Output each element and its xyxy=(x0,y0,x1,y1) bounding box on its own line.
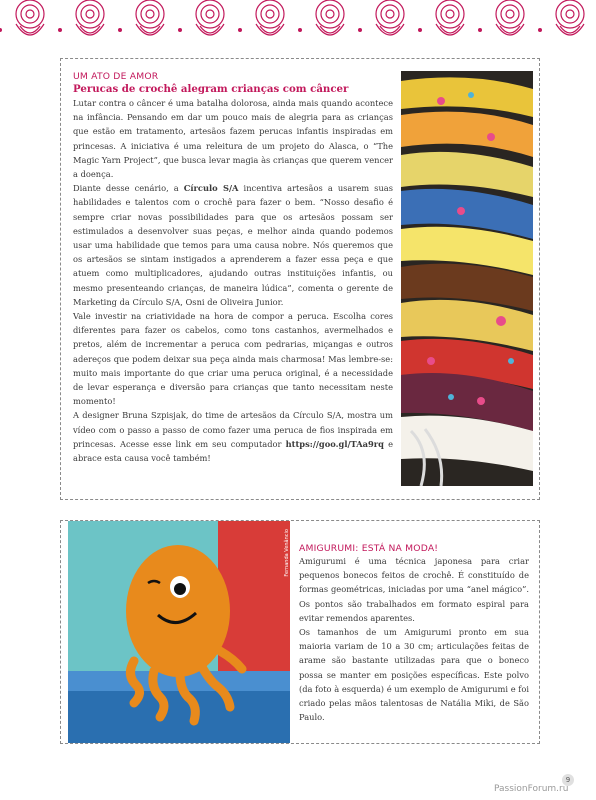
article-wig-box xyxy=(60,58,540,500)
article-wig-kicker: UM ATO DE AMOR xyxy=(73,71,159,82)
article-wig-paragraph-4: A designer Bruna Szpisjak, do time de artesãos da Círculo S/A, mostra um vídeo com o passo a passo de como fazer uma peruca de fios inspirada em princesas. Acesse esse link em seu computador https://goo.gl/TAa9rq e abrace esta causa você também! xyxy=(73,410,393,464)
article-wig-text xyxy=(73,71,393,465)
watermark: PassionForum.ru xyxy=(494,784,569,794)
photo-credit: Fernanda Venâncio xyxy=(284,529,290,577)
article-amigurumi-paragraph-2: Os tamanhos de um Amigurumi pronto em sua maioria variam de 10 a 30 cm; articulações feitas de arame são bastante utilizadas para que o boneco possa se manter em posições específicas. Este polvo (da foto à esquerda) é um exemplo de Amigurumi e foi criado pelas mãos talentosas de Natália Miki, de São Paulo. xyxy=(299,627,529,723)
video-link[interactable]: https://goo.gl/TAa9rq xyxy=(285,438,384,449)
article-wig-headline: Perucas de crochê alegram crianças com câncer xyxy=(73,83,349,95)
crochet-wigs-photo xyxy=(401,71,533,486)
amigurumi-octopus-photo xyxy=(68,521,290,743)
article-amigurumi-box xyxy=(60,520,540,744)
article-amigurumi-paragraph-1: Amigurumi é uma técnica japonesa para criar pequenos bonecos feitos de crochê. É constituído de formas geométricas, iniciadas por uma “anel mágico”. Os pontos são trabalhados em formato espiral para evitar remendos aparentes. xyxy=(299,556,529,623)
article-amigurumi-kicker: AMIGURUMI: ESTÁ NA MODA! xyxy=(299,543,439,554)
article-amigurumi-text xyxy=(299,543,529,724)
article-wig-paragraph-1: Lutar contra o câncer é uma batalha dolorosa, ainda mais quando acontece na infância. Pensando em dar um pouco mais de alegria para as crianças que estão em tratamento, artesãos fazem perucas infantis inspiradas em princesas. A iniciativa é uma releitura de um projeto do Alasca, o “The Magic Yarn Project”, que busca levar magia às crianças que querem vencer a doença. xyxy=(73,98,393,180)
article-wig-paragraph-2: Diante desse cenário, a Círculo S/A incentiva artesãos a usarem suas habilidades e talentos com o crochê para fazer o bem. “Nosso desafio é sempre criar novas possibilidades para que os artesãos possam ser estimulados a desenvolver suas peças, e melhor ainda quando podemos usar uma habilidade que temos para uma causa nobre. Nós queremos que os artesãos se sintam instigados a aprenderem a fazer essa peça e que atuem como multiplicadores, ajudando outras instituições infantis, ou mesmo presenteando crianças, de maneira lúdica”, comenta o gerente de Marketing da Círculo S/A, Osni de Oliveira Junior. xyxy=(73,183,393,307)
page-number: 9 xyxy=(562,774,574,786)
lace-border xyxy=(0,0,596,52)
article-wig-paragraph-3: Vale investir na criatividade na hora de compor a peruca. Escolha cores diferentes para fazer os cabelos, como tons castanhos, avermelhados e pretos, além de incrementar a peruca com pedrarias, miçangas e outros adereços que podem deixar sua peça ainda mais charmosa! Mas lembre-se: muito mais importante do que criar uma peruca original, é a necessidade de levar esperança e diversão para crianças que tanto necessitam neste momento! xyxy=(73,311,393,407)
brand-name: Círculo S/A xyxy=(183,183,239,194)
